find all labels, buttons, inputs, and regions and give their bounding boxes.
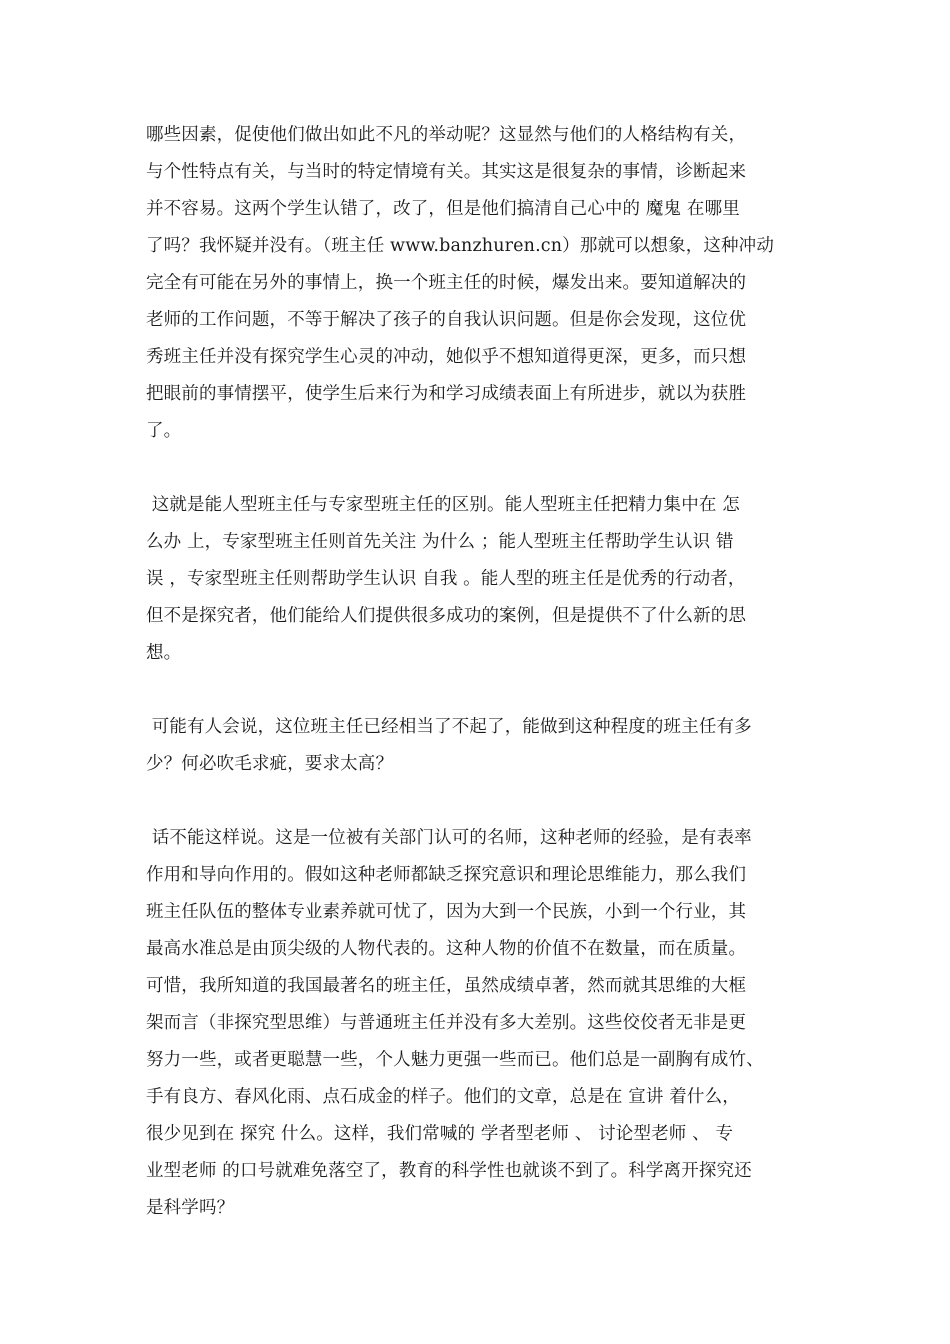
text-line: 可能有人会说，这位班主任已经相当了不起了，能做到这种程度的班主任有多 (146, 717, 752, 737)
text-line: 架而言（非探究型思维）与普通班主任并没有多大差别。这些佼佼者无非是更 (146, 1013, 747, 1033)
text-line: 班主任队伍的整体专业素养就可忧了，因为大到一个民族，小到一个行业，其 (146, 902, 747, 922)
text-line: 话不能这样说。这是一位被有关部门认可的名师，这种老师的经验，是有表率 (146, 828, 752, 848)
text-line: 秀班主任并没有探究学生心灵的冲动，她似乎不想知道得更深，更多，而只想 (146, 347, 747, 367)
text-line: 手有良方、春风化雨、点石成金的样子。他们的文章，总是在 宣讲 着什么， (146, 1087, 740, 1107)
text-line: 把眼前的事情摆平，使学生后来行为和学习成绩表面上有所进步，就以为获胜 (146, 384, 747, 404)
text-line: 完全有可能在另外的事情上，换一个班主任的时候，爆发出来。要知道解决的 (146, 273, 747, 293)
text-line: 作用和导向作用的。假如这种老师都缺乏探究意识和理论思维能力，那么我们 (146, 865, 747, 885)
text-line: 并不容易。这两个学生认错了，改了，但是他们搞清自己心中的 魔鬼 在哪里 (146, 199, 740, 219)
text-line: 与个性特点有关，与当时的特定情境有关。其实这是很复杂的事情，诊断起来 (146, 162, 747, 182)
text-line: 少？何必吹毛求疵，要求太高？ (146, 754, 394, 774)
text-line: 可惜，我所知道的我国最著名的班主任，虽然成绩卓著，然而就其思维的大框 (146, 976, 747, 996)
text-line: 这就是能人型班主任与专家型班主任的区别。能人型班主任把精力集中在 怎 (146, 495, 740, 515)
text-line: 业型老师 的口号就难免落空了，教育的科学性也就谈不到了。科学离开探究还 (146, 1161, 752, 1181)
text-line: 但不是探究者，他们能给人们提供很多成功的案例，但是提供不了什么新的思 (146, 606, 747, 626)
text-line: 了。 (146, 421, 182, 441)
text-line: 误 ，专家型班主任则帮助学生认识 自我 。能人型的班主任是优秀的行动者， (146, 569, 746, 589)
text-line: 很少见到在 探究 什么。这样，我们常喊的 学者型老师 、 讨论型老师 、 专 (146, 1124, 734, 1144)
text-line: 努力一些，或者更聪慧一些，个人魅力更强一些而已。他们总是一副胸有成竹、 (146, 1050, 764, 1070)
text-line: 么办 上，专家型班主任则首先关注 为什么 ；能人型班主任帮助学生认识 错 (146, 532, 734, 552)
text-line: 想。 (146, 643, 182, 663)
text-line: 最高水准总是由顶尖级的人物代表的。这种人物的价值不在数量，而在质量。 (146, 939, 747, 959)
text-line: 是科学吗？ (146, 1198, 235, 1218)
text-line: 哪些因素，促使他们做出如此不凡的举动呢？这显然与他们的人格结构有关， (146, 125, 747, 145)
text-line: 老师的工作问题，不等于解决了孩子的自我认识问题。但是你会发现，这位优 (146, 310, 747, 330)
text-line: 了吗？我怀疑并没有。（班主任 www.banzhuren.cn）那就可以想象，这种冲动 (146, 236, 774, 256)
